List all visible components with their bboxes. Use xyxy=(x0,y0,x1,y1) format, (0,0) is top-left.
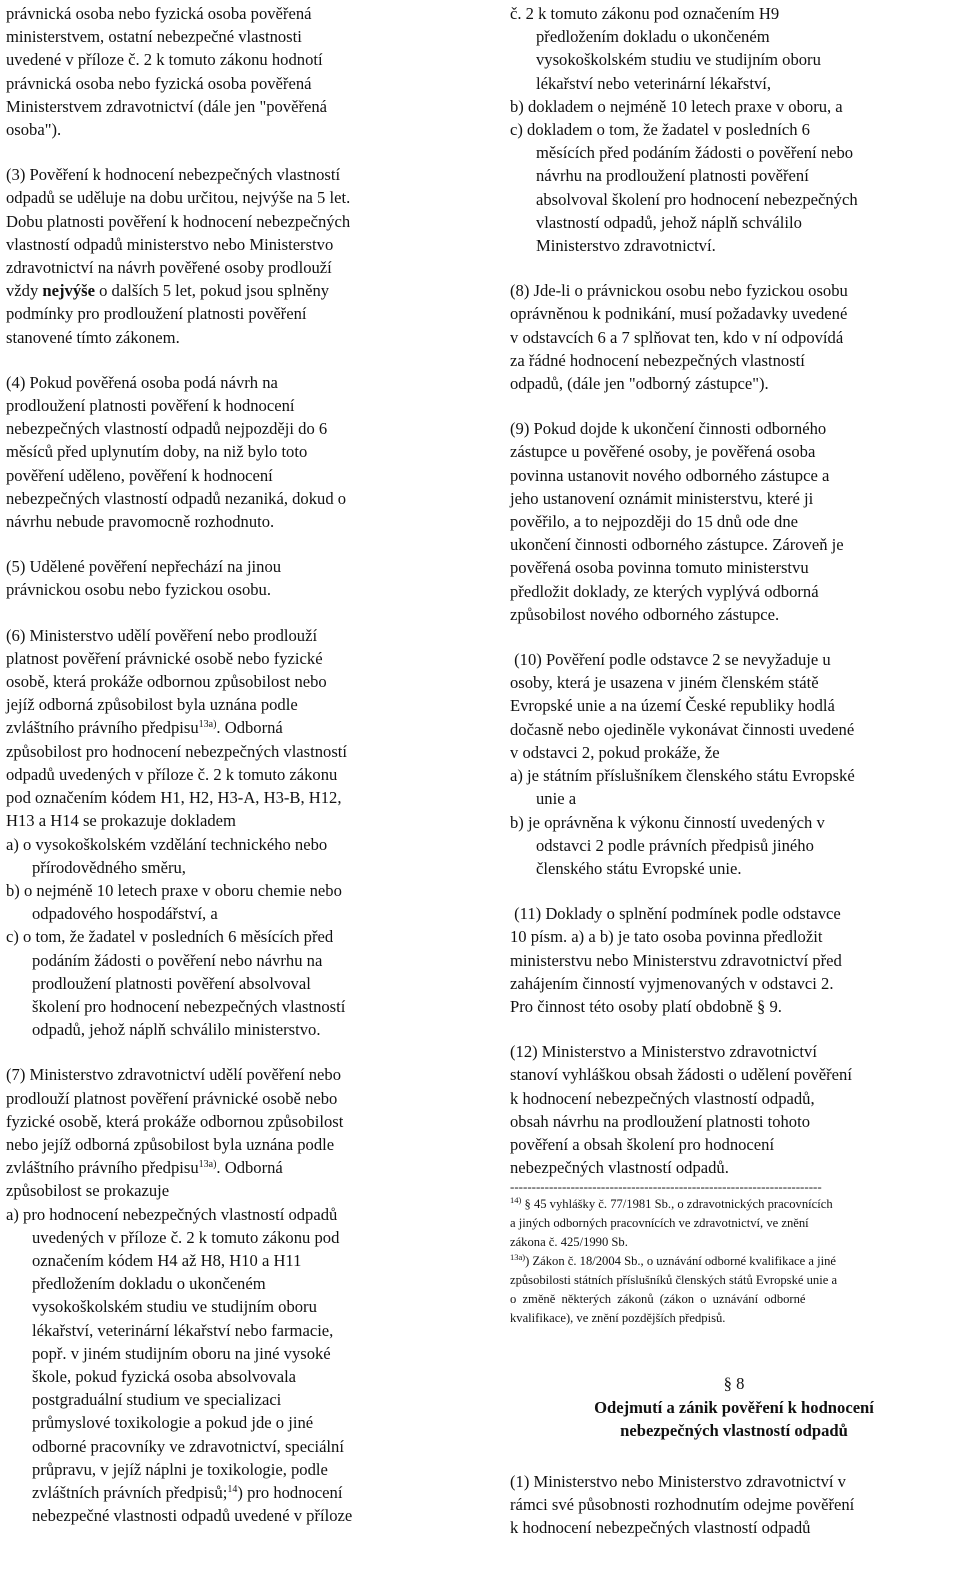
text-line: předložením dokladu o ukončeném xyxy=(32,1274,266,1294)
text-line: popř. v jiném studijním oboru na jiné vysoké xyxy=(32,1343,331,1363)
text-line: právnická osoba nebo fyzická osoba pověřená xyxy=(6,73,312,93)
paragraph-3 xyxy=(6,163,471,349)
text-line: (11) Doklady o splnění podmínek podle odstavce xyxy=(510,904,841,924)
text-line: a jiných odborných pracovnících ve zdravotnictví, ve znění xyxy=(510,1216,809,1231)
text-line: č. 2 k tomuto zákonu pod označením H9 xyxy=(510,4,780,23)
text-line: měsíců před uplynutím doby, na niž bylo toto xyxy=(6,442,308,462)
text-line: odborné pracovníky ve zdravotnictví, speciální xyxy=(32,1436,344,1456)
paragraph-7 xyxy=(6,1063,471,1527)
text-line: nebezpečných vlastností odpadů nejpozději do 6 xyxy=(6,419,328,439)
text-line: návrhu na prodloužení platnosti pověření xyxy=(536,166,809,186)
text-line: H13 a H14 se prokazuje dokladem xyxy=(6,811,236,831)
text-run: ) pro hodnocení xyxy=(237,1482,343,1502)
text-line: vysokoškolském studiu ve studijním oboru xyxy=(536,50,821,70)
text-line: vlastností odpadů, jehož náplň schválilo xyxy=(536,212,802,232)
paragraph-9 xyxy=(510,417,958,626)
footnote-ref: 13a) xyxy=(198,719,217,731)
text-line xyxy=(6,716,471,739)
text-line: pod označením kódem H1, H2, H3-A, H3-B, H12, xyxy=(6,788,342,808)
text-line: způsobilost se prokazuje xyxy=(6,1181,170,1201)
text-run: o dalších 5 let, pokud jsou splněny xyxy=(94,281,330,301)
left-column xyxy=(6,2,471,1527)
section-title: nebezpečných vlastností odpadů xyxy=(620,1420,848,1440)
text-line: Evropské unie a na území České republiky hodlá xyxy=(510,696,835,716)
text-line: průmyslové toxikologie a pokud jde o jiné xyxy=(32,1413,314,1433)
text-run: . Odborná xyxy=(216,718,283,738)
text-line: odstavci 2 podle právních předpisů jiného xyxy=(536,835,814,855)
text-line: označením kódem H4 až H8, H10 a H11 xyxy=(32,1250,302,1270)
paragraph-6 xyxy=(6,624,471,1042)
text-run: vždy xyxy=(6,281,43,301)
section-title: Odejmutí a zánik pověření k hodnocení xyxy=(594,1397,874,1417)
text-line: (4) Pokud pověřená osoba podá návrh na xyxy=(6,372,278,392)
text-line: odpadů se uděluje na dobu určitou, nejvýše na 5 let. xyxy=(6,188,351,208)
text-run: zvláštního právního předpisu xyxy=(6,718,199,738)
text-line: nebezpečných vlastností odpadů. xyxy=(510,1158,729,1178)
text-line: zákona č. 425/1990 Sb. xyxy=(510,1235,628,1250)
text-line: průpravu, v jejíž náplni je toxikologie, podle xyxy=(32,1459,328,1479)
text-line: absolvoval školení pro hodnocení nebezpečných xyxy=(536,189,858,209)
list-item: b) dokladem o nejméně 10 letech praxe v oboru, a xyxy=(510,96,843,116)
text-line: rámci své působnosti rozhodnutím odejme pověření xyxy=(510,1495,855,1515)
text-line: odpadů uvedených v příloze č. 2 k tomuto zákonu xyxy=(6,764,338,784)
footnote-ref: 13a) xyxy=(198,1159,217,1171)
text-line: podáním žádosti o pověření nebo návrhu na xyxy=(32,950,323,970)
footnote-separator: ------------------------------------------------------------------------ xyxy=(510,1179,822,1195)
section-number: § 8 xyxy=(723,1374,745,1394)
paragraph-10 xyxy=(510,648,958,880)
text-line: ministerstvu nebo Ministerstvu zdravotnictví před xyxy=(510,950,842,970)
text-line: postgraduální studium ve specializaci xyxy=(32,1390,282,1410)
text-line: stanoví vyhláškou obsah žádosti o udělení pověření xyxy=(510,1065,852,1085)
text-line: v odstavci 2, pokud prokáže, že xyxy=(510,742,720,762)
text-line: (7) Ministerstvo zdravotnictví udělí pověření nebo xyxy=(6,1065,342,1085)
text-line: podmínky pro prodloužení platnosti pověření xyxy=(6,304,307,324)
text-line: unie a xyxy=(536,789,577,809)
text-line: způsobilost nového odborného zástupce. xyxy=(510,604,780,624)
text-line: měsících před podáním žádosti o pověření nebo xyxy=(536,143,854,163)
text-line: zdravotnictví na návrh pověřené osoby prodlouží xyxy=(6,258,332,278)
text-line: pověření uděleno, pověření k hodnocení xyxy=(6,465,273,485)
text-line: předložením dokladu o ukončeném xyxy=(536,27,770,47)
text-line: k hodnocení nebezpečných vlastností odpadů xyxy=(510,1518,811,1538)
text-line: stanovené tímto zákonem. xyxy=(6,327,180,347)
text-line: pověřilo, a to nejpozději do 15 dnů ode dne xyxy=(510,512,799,532)
text-line: platnost pověření právnické osobě nebo fyzické xyxy=(6,648,323,668)
text-line: předložit doklady, ze kterých vyplývá odborná xyxy=(510,581,819,601)
text-line: fyzické osobě, která prokáže odbornou způsobilost xyxy=(6,1111,344,1131)
text-line: uvedených v příloze č. 2 k tomuto zákonu pod xyxy=(32,1227,340,1247)
text-run: zvláštního právního předpisu xyxy=(6,1158,199,1178)
text-line: Dobu platnosti pověření k hodnocení nebezpečných xyxy=(6,211,351,231)
paragraph-5 xyxy=(6,555,471,601)
text-line: za řádné hodnocení nebezpečných vlastností xyxy=(510,350,805,370)
text-line: způsobilost pro hodnocení nebezpečných vlastností xyxy=(6,741,348,761)
text-line: kvalifikace), ve znění pozdějších předpisů. xyxy=(510,1311,726,1326)
text-line: odpadů, jehož náplň schválilo ministerstvo. xyxy=(32,1020,321,1040)
list-item: b) je oprávněna k výkonu činností uvedených v xyxy=(510,812,825,832)
text-line: návrhu nebude pravomocně rozhodnuto. xyxy=(6,512,275,532)
text-run: ) Zákon č. 18/2004 Sb., o uznávání odborné kvalifikace a jiné xyxy=(525,1254,837,1269)
text-line: způsobilosti státních příslušníků členských států Evropské unie a xyxy=(510,1273,838,1288)
paragraph-intro xyxy=(6,2,471,141)
paragraph-8 xyxy=(510,279,958,395)
footnote-mark: 13a) xyxy=(510,1252,526,1263)
footnote-13a xyxy=(510,1252,958,1271)
text-line: oprávněnou k podnikání, musí požadavky uvedené xyxy=(510,304,848,324)
text-line: (6) Ministerstvo udělí pověření nebo prodlouží xyxy=(6,625,318,645)
text-run: zvláštních právních předpisů; xyxy=(32,1482,228,1502)
text-line: právnickou osobu nebo fyzickou osobu. xyxy=(6,580,271,600)
section-8-paragraph-1 xyxy=(510,1470,958,1540)
text-line: 10 písm. a) a b) je tato osoba povinna předložit xyxy=(510,927,823,947)
list-item: c) o tom, že žadatel v posledních 6 měsících před xyxy=(6,927,334,947)
paragraph-12 xyxy=(510,1040,958,1179)
text-line: osobě, která prokáže odbornou způsobilost nebo xyxy=(6,672,327,692)
text-line: Pro činnost této osoby platí obdobně § 9. xyxy=(510,996,782,1016)
text-line: vlastností odpadů ministerstvo nebo Ministerstvo xyxy=(6,234,334,254)
text-line: ukončení činnosti odborného zástupce. Zároveň je xyxy=(510,535,844,555)
text-line: přírodovědného směru, xyxy=(32,857,186,877)
list-item: a) je státním příslušníkem členského státu Evropské xyxy=(510,766,855,786)
text-line: členského státu Evropské unie. xyxy=(536,858,742,878)
text-line: školení pro hodnocení nebezpečných vlastností xyxy=(32,996,346,1016)
text-line: k hodnocení nebezpečných vlastností odpadů, xyxy=(510,1088,815,1108)
text-line: lékařství nebo veterinární lékařství, xyxy=(536,73,771,93)
text-line: vysokoškolském studiu ve studijním oboru xyxy=(32,1297,317,1317)
text-line: dočasně nebo ojediněle vykonávat činnosti uvedené xyxy=(510,719,855,739)
text-line: nebezpečných vlastností odpadů nezaniká, dokud o xyxy=(6,488,347,508)
list-item: a) pro hodnocení nebezpečných vlastností odpadů xyxy=(6,1204,338,1224)
list-item: a) o vysokoškolském vzdělání technického nebo xyxy=(6,834,328,854)
text-line: (3) Pověření k hodnocení nebezpečných vlastností xyxy=(6,165,341,185)
text-line: osoby, která je usazena v jiném členském státě xyxy=(510,673,819,693)
text-line: jejíž odborná způsobilost byla uznána podle xyxy=(6,695,298,715)
text-line xyxy=(6,279,471,302)
text-line: v odstavcích 6 a 7 splňovat ten, kdo v ní odpovídá xyxy=(510,327,844,347)
text-line: odpadového hospodářství, a xyxy=(32,904,218,924)
text-line: (1) Ministerstvo nebo Ministerstvo zdravotnictví v xyxy=(510,1471,846,1491)
text-line: Ministerstvo zdravotnictví. xyxy=(536,236,716,256)
text-line: (5) Udělené pověření nepřechází na jinou xyxy=(6,557,282,577)
list-item: b) o nejméně 10 letech praxe v oboru chemie nebo xyxy=(6,880,342,900)
text-line: prodloužení platnosti pověření absolvoval xyxy=(32,973,311,993)
text-line: nebo jejíž odborná způsobilost byla uznána podle xyxy=(6,1134,335,1154)
footnote-14 xyxy=(510,1195,958,1214)
text-line: nebezpečné vlastnosti odpadů uvedené v příloze xyxy=(32,1506,353,1526)
right-column xyxy=(510,2,958,1540)
paragraph-7-continued xyxy=(510,2,958,257)
footnote-ref: 14 xyxy=(227,1483,238,1495)
text-line: (8) Jde-li o právnickou osobu nebo fyzickou osobu xyxy=(510,281,848,301)
text-line: prodloužení platnosti pověření k hodnocení xyxy=(6,396,295,416)
text-line xyxy=(6,1156,471,1179)
text-line: obsah návrhu na prodloužení platnosti tohoto xyxy=(510,1111,811,1131)
bold-word: nejvýše xyxy=(42,281,95,301)
paragraph-4 xyxy=(6,371,471,533)
footnote-mark: 14) xyxy=(510,1195,522,1206)
text-run: § 45 vyhlášky č. 77/1981 Sb., o zdravotnických pracovnících xyxy=(521,1197,833,1212)
text-line: (10) Pověření podle odstavce 2 se nevyžaduje u xyxy=(510,650,831,670)
text-line: prodlouží platnost pověření právnické osobě nebo xyxy=(6,1088,338,1108)
text-line: pověření a obsah školení pro hodnocení xyxy=(510,1134,775,1154)
text-line: uvedené v příloze č. 2 k tomuto zákonu hodnotí xyxy=(6,50,323,70)
text-line: (12) Ministerstvo a Ministerstvo zdravotnictví xyxy=(510,1042,817,1062)
text-line xyxy=(6,1481,471,1504)
text-line: právnická osoba nebo fyzická osoba pověřená xyxy=(6,4,312,23)
text-line: o změně některých zákonů (zákon o uznávání odborné xyxy=(510,1292,806,1307)
text-line: osoba"). xyxy=(6,120,62,140)
text-line: zahájením činností vyjmenovaných v odstavci 2. xyxy=(510,973,834,993)
text-line: Ministerstvem zdravotnictví (dále jen "pověřená xyxy=(6,96,328,116)
text-line: škole, pokud fyzická osoba absolvovala xyxy=(32,1366,297,1386)
paragraph-11 xyxy=(510,902,958,1018)
footnotes xyxy=(510,1195,958,1328)
list-item: c) dokladem o tom, že žadatel v posledních 6 xyxy=(510,120,810,140)
text-line: pověřená osoba povinna tomuto ministerstvu xyxy=(510,558,809,578)
text-line: zástupce u pověřené osoby, je pověřená osoba xyxy=(510,442,816,462)
text-line: ministerstvem, ostatní nebezpečné vlastnosti xyxy=(6,27,302,47)
text-line: jeho ustanovení oznámit ministerstvu, které ji xyxy=(510,488,814,508)
text-line: odpadů, (dále jen "odborný zástupce"). xyxy=(510,374,769,394)
text-line: lékařství, veterinární lékařství nebo farmacie, xyxy=(32,1320,334,1340)
text-line: povinna ustanovit nového odborného zástupce a xyxy=(510,465,830,485)
text-line: (9) Pokud dojde k ukončení činnosti odborného xyxy=(510,419,827,439)
text-run: . Odborná xyxy=(216,1158,283,1178)
